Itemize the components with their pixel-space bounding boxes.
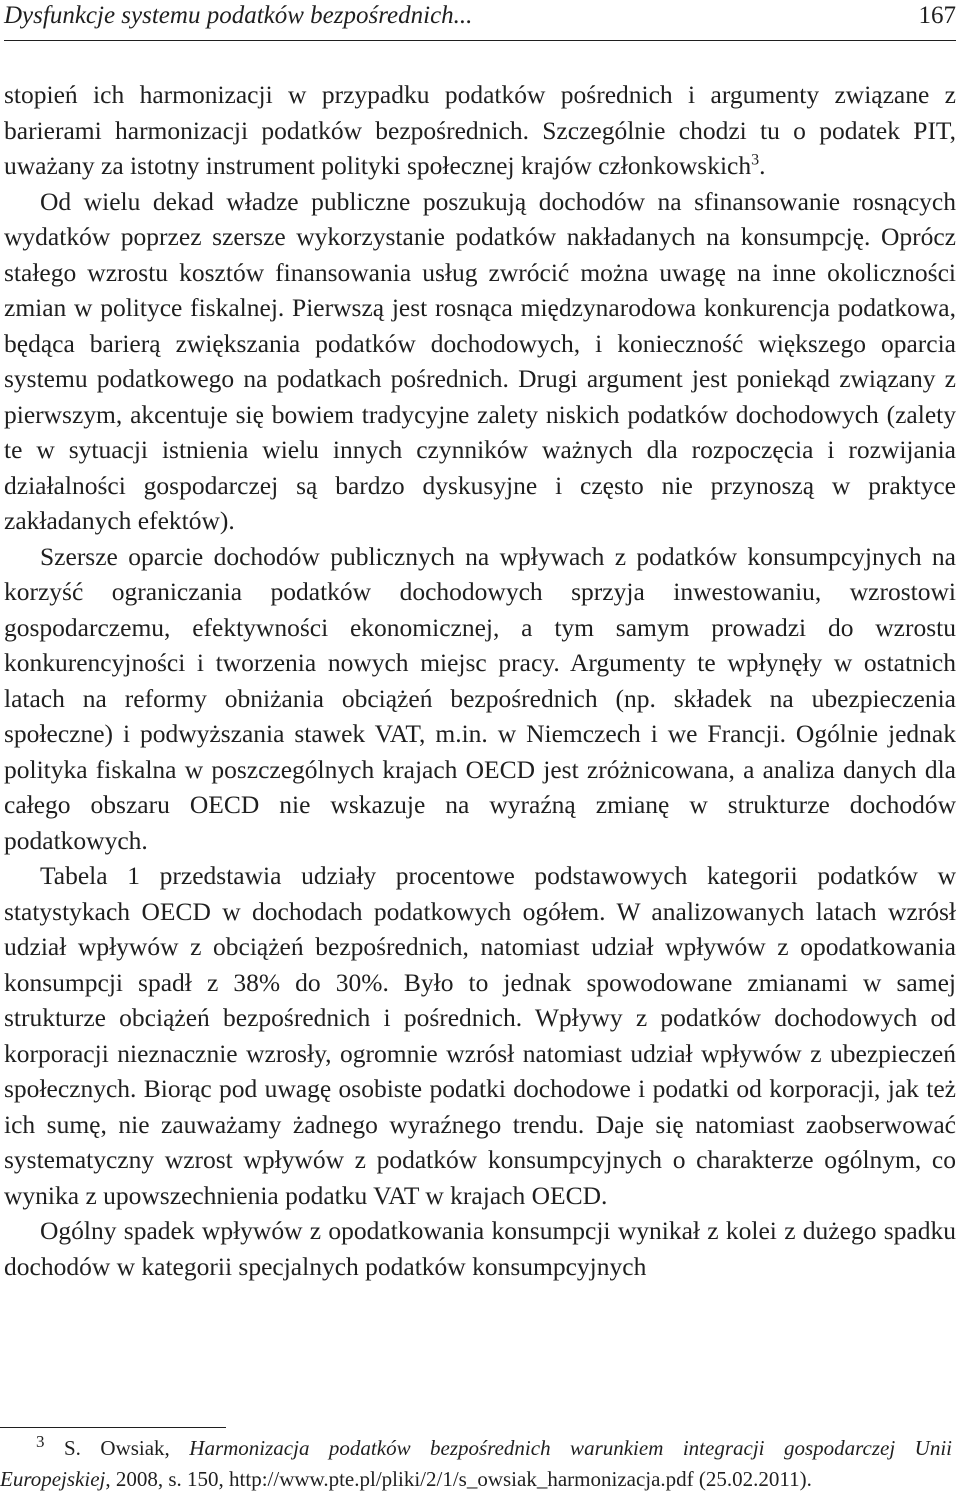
paragraph-1-tail: . bbox=[759, 151, 766, 180]
paragraph-3: Szersze oparcie dochodów publicznych na wpływach z podatków konsumpcyjnych na korzyść ograniczania podatków dochodowych sprzyja inwestowaniu, wzrostowi gospodarczemu, efektywności ekonomicznej, a tym samym prowadzi do wzrostu konkurencyjności i tworzenia nowych miejsc pracy. Argumenty te wpłynęły w ostatnich latach na reformy obniżania obciążeń bezpośrednich (np. składek na ubezpieczenia społeczne) i podwyższania stawek VAT, m.in. w Niemczech i we Francji. Ogólnie jednak polityka fiskalna w poszczególnych krajach OECD jest zróżnicowana, a analiza danych dla całego obszaru OECD nie wskazuje na wyraźną zmianę w strukturze dochodów podatkowych. bbox=[4, 541, 956, 855]
footnote-reference[interactable]: 3 bbox=[751, 151, 760, 169]
paragraph-2: Od wielu dekad władze publiczne poszukują dochodów na sfinansowanie rosnących wydatków poprzez szersze wykorzystanie podatków nakładanych na konsumpcję. Oprócz stałego wzrostu kosztów finansowania usług zwrócić można uwagę na inne okoliczności zmian w polityce fiskalnej. Pierwszą jest rosnąca międzynarodowa konkurencja podatkowa, będąca barierą zwiększania podatków dochodowych, i konieczność większego oparcia systemu podatkowego na podatkach pośrednich. Drugi argument jest poniekąd związany z pierwszym, akcentuje się bowiem tradycyjne zalety niskich podatków dochodowych (zalety te w sytuacji istnienia wielu innych czynników ważnych dla rozpoczęcia i rozwijania działalności gospodarczej są bardzo dyskusyjne i często nie przynoszą w praktyce zakładanych efektów). bbox=[4, 186, 956, 535]
paragraph-1 bbox=[4, 77, 956, 184]
paragraph-4: Tabela 1 przedstawia udziały procentowe podstawowych kategorii podatków w statystykach OECD w dochodach podatkowych ogółem. W analizowanych latach wzrósł udział wpływów z obciążeń bezpośrednich, natomiast udział wpływów z opodatkowania konsumpcji spadł z 38% do 30%. Było to jednak spowodowane zmianami w samej strukturze obciążeń bezpośrednich i pośrednich. Wpływy z podatków dochodowych od korporacji nieznacznie wzrosły, ogromnie wzrósł natomiast udział wpływów z ubezpieczeń społecznych. Biorąc pod uwagę osobiste podatki dochodowe i podatki od korporacji, jak też ich sumę, nie zauważamy żadnego wyraźnego trendu. Daje się natomiast zaobserwować systematyczny wzrost wpływów z podatków konsumpcyjnych o charakterze ogólnym, co wynika z upowszechnienia podatku VAT w krajach OECD. bbox=[4, 861, 956, 1210]
footnote-author: S. Owsiak, bbox=[64, 1436, 190, 1460]
footnote: 3 S. Owsiak, Harmonizacja podatków bezpośrednich warunkiem integracji gospodarczej Unii Europejskiej, 2008, s. 150, http://www.pte.pl/pliki/2/1/s_owsiak_harmonizacja.pdf (25.02.2011). bbox=[0, 1432, 952, 1491]
footnote-details: , 2008, s. 150, http://www.pte.pl/pliki/2/1/s_owsiak_harmonizacja.pdf (25.02.2011). bbox=[105, 1467, 812, 1491]
body-text bbox=[4, 77, 956, 1284]
footnote-title: Harmonizacja podatków bezpośrednich warunkiem integracji gospodarczej Unii Europejskiej bbox=[0, 1436, 952, 1491]
document-page bbox=[4, 0, 956, 1284]
paragraph-1-text: stopień ich harmonizacji w przypadku podatków pośrednich i argumenty związane z barierami harmonizacji podatków bezpośrednich. Szczególnie chodzi tu o podatek PIT, uważany za istotny instrument polityki społecznej krajów członkowskich bbox=[4, 80, 956, 180]
page-number: 167 bbox=[918, 2, 956, 29]
footnote-divider bbox=[0, 1427, 226, 1428]
running-title: Dysfunkcje systemu podatków bezpośrednich... bbox=[4, 2, 473, 29]
paragraph-5: Ogólny spadek wpływów z opodatkowania konsumpcji wynikał z kolei z dużego spadku dochodów w kategorii specjalnych podatków konsumpcyjnych bbox=[4, 1216, 956, 1281]
running-header bbox=[4, 0, 956, 41]
